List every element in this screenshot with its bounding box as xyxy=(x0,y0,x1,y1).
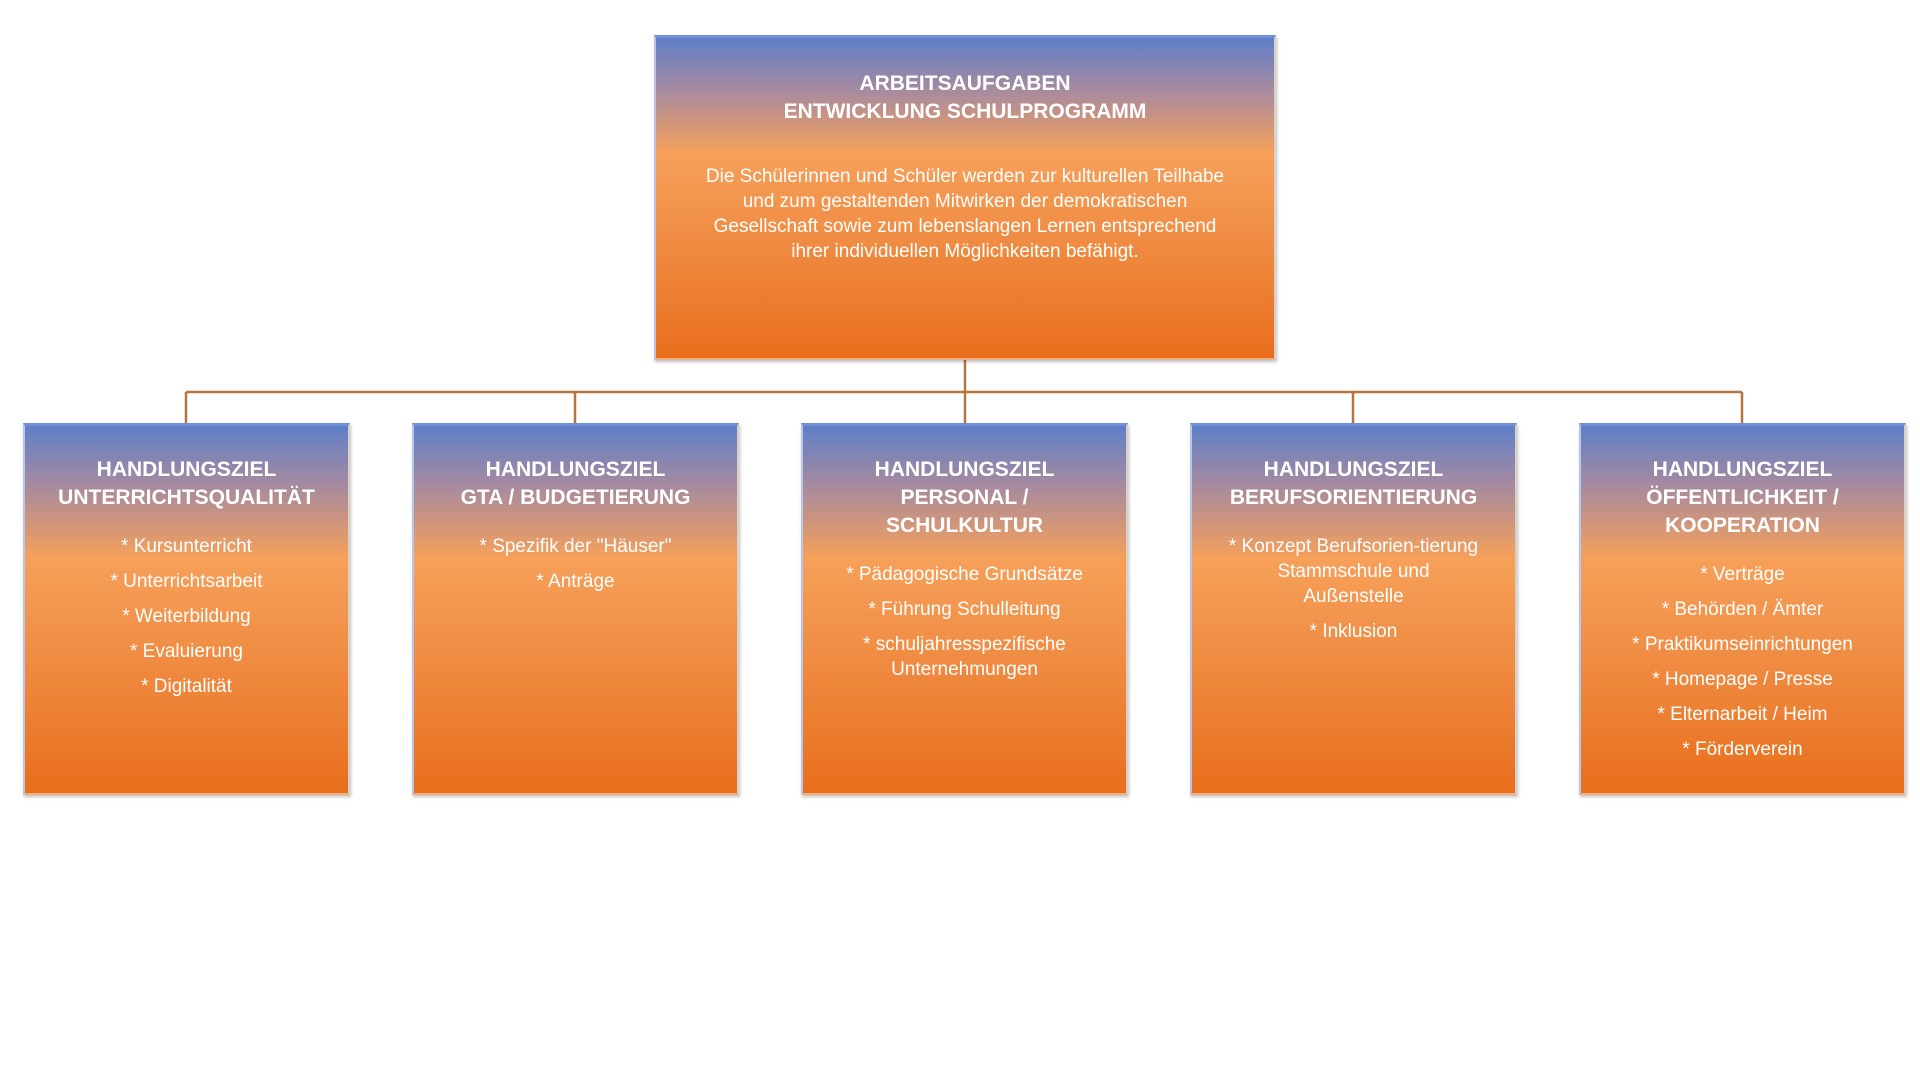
goal-item: * Behörden / Ämter xyxy=(1661,599,1824,620)
goal-node-personal-schulkultur xyxy=(801,423,1128,795)
goal-item-list xyxy=(1204,534,1504,644)
goal-item-list xyxy=(815,562,1115,682)
goal-item: * Unterrichtsarbeit xyxy=(110,571,263,592)
goal-title-line1: HANDLUNGSZIEL xyxy=(874,458,1055,481)
goal-title-line2: ÖFFENTLICHKEIT / KOOPERATION xyxy=(1646,486,1839,537)
root-title xyxy=(656,70,1274,126)
goal-title xyxy=(1623,456,1863,540)
goal-item: * Anträge xyxy=(536,571,615,592)
goal-item: * schuljahresspezifische Unternehmungen xyxy=(863,634,1066,680)
goal-item: * Digitalität xyxy=(141,676,232,697)
goal-title-line1: HANDLUNGSZIEL xyxy=(96,458,277,481)
goal-node-berufsorientierung xyxy=(1190,423,1517,795)
goal-item: * Kursunterricht xyxy=(121,536,252,557)
goal-item: * Weiterbildung xyxy=(122,606,251,627)
goal-node-gta-budgetierung xyxy=(412,423,739,795)
root-title-line2: ENTWICKLUNG SCHULPROGRAMM xyxy=(783,100,1147,123)
root-title-line1: ARBEITSAUFGABEN xyxy=(859,72,1071,95)
goal-item: * Inklusion xyxy=(1309,621,1398,642)
goal-title xyxy=(37,456,337,512)
goal-title-line2: GTA / BUDGETIERUNG xyxy=(460,486,691,509)
goal-title-line2: PERSONAL / SCHULKULTUR xyxy=(885,486,1044,537)
goal-title-line1: HANDLUNGSZIEL xyxy=(1263,458,1444,481)
root-node xyxy=(654,35,1276,360)
goal-item-list xyxy=(426,534,726,594)
goal-item: * Führung Schulleitung xyxy=(868,599,1061,620)
goal-item: * Spezifik der "Häuser" xyxy=(479,536,672,557)
goal-node-oeffentlichkeit-kooperation xyxy=(1579,423,1906,795)
goal-item-list xyxy=(1593,562,1893,762)
goal-item: * Pädagogische Grundsätze xyxy=(846,564,1083,585)
goal-title-line2: BERUFSORIENTIERUNG xyxy=(1229,486,1478,509)
goal-title xyxy=(426,456,726,512)
goal-item: * Evaluierung xyxy=(129,641,244,662)
goal-item: * Homepage / Presse xyxy=(1652,669,1833,690)
goal-item: * Verträge xyxy=(1700,564,1785,585)
goal-node-unterrichtsqualitaet xyxy=(23,423,350,795)
goal-item: * Elternarbeit / Heim xyxy=(1657,704,1828,725)
goal-title xyxy=(1204,456,1504,512)
root-description: Die Schülerinnen und Schüler werden zur kulturellen Teilhabe und zum gestaltenden Mitwirken der demokratischen Gesellschaft sowie zum lebenslangen Lernen entsprechend ihrer individuellen Möglichkeiten befähigt. xyxy=(705,166,1225,262)
goal-title-line1: HANDLUNGSZIEL xyxy=(485,458,666,481)
goal-item: * Förderverein xyxy=(1682,739,1803,760)
goal-title xyxy=(870,456,1060,540)
goal-title-line1: HANDLUNGSZIEL xyxy=(1652,458,1833,481)
goal-item: * Konzept Berufsorien-tierung Stammschule und Außenstelle xyxy=(1228,536,1479,607)
goal-title-line2: UNTERRICHTSQUALITÄT xyxy=(58,486,315,509)
goal-item: * Praktikumseinrichtungen xyxy=(1632,634,1853,655)
goal-item-list xyxy=(37,534,337,699)
